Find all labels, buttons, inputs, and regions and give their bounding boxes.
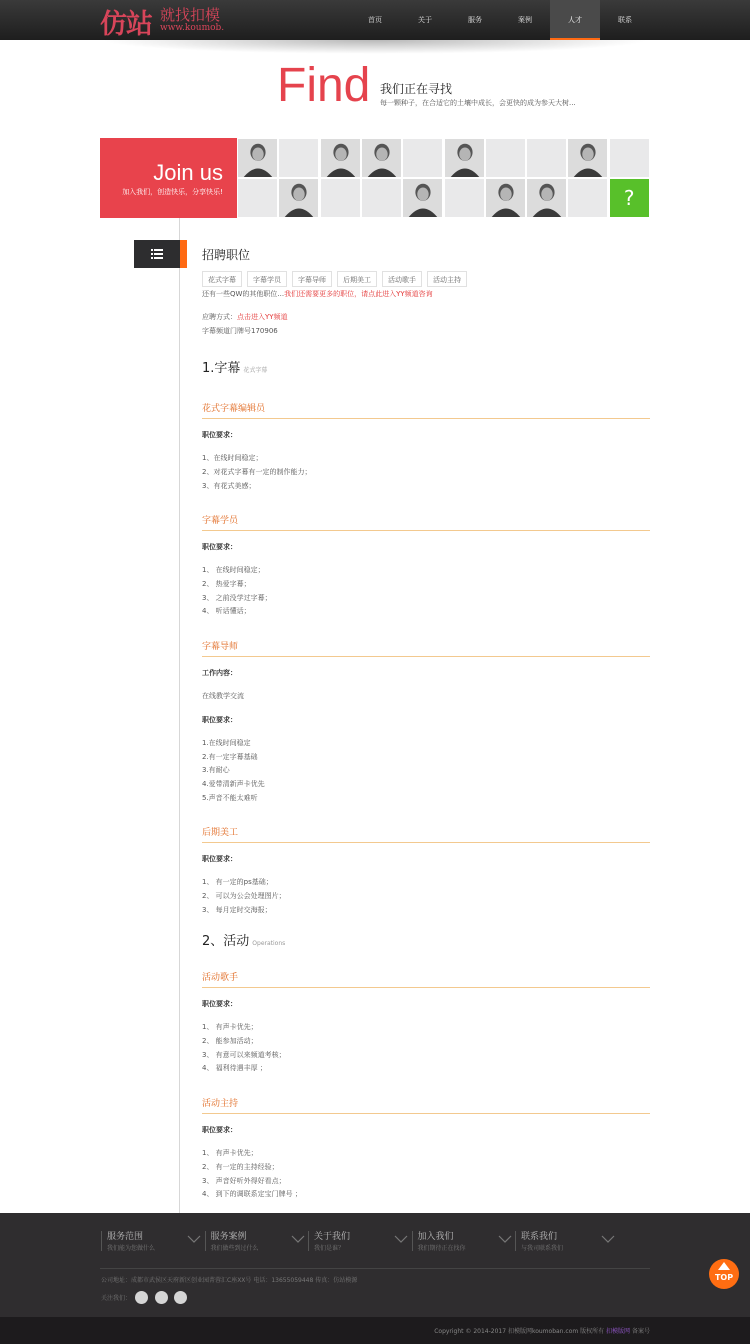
requirement-line: 3、 有意可以来频道考核； — [202, 1050, 286, 1059]
requirement-line: 1.在线时间稳定 — [202, 738, 251, 747]
section-title: 招聘职位 — [202, 248, 251, 262]
requirement-label: 职位要求： — [202, 1126, 237, 1134]
footer-column-subtitle: 我们能为您做什么 — [107, 1245, 156, 1252]
main-nav — [350, 0, 650, 40]
footer-address: 公司地址：成都市武侯区天府新区创业园菁蓉汇C座XX号 电话：13655059448 传真：仿站模源 — [101, 1277, 358, 1284]
requirement-line: 3、有花式美感； — [202, 481, 256, 490]
find-heading: Find — [277, 59, 371, 112]
chevron-down-icon — [291, 1235, 305, 1243]
position-tags — [202, 271, 467, 287]
chevron-down-icon — [394, 1235, 408, 1243]
empty-tile — [402, 138, 443, 178]
nav-item-services[interactable]: 服务 — [468, 16, 482, 24]
join-us-subtitle: 加入我们，创造快乐，分享快乐! — [122, 188, 223, 196]
category-heading-sub: 花式字幕 — [243, 367, 268, 374]
copyright-prefix: Copyright © 2014-2017 扣模版网koumoban.com 版权所有 — [434, 1328, 605, 1335]
footer-column-title: 加入我们 — [417, 1232, 454, 1242]
logo-small-text: 就找扣模 — [160, 6, 221, 24]
requirement-line: 3.有耐心 — [202, 766, 230, 775]
note-link[interactable]: 我们还需要更多的职位，请点此进入YY频道咨询 — [284, 290, 433, 298]
requirement-label: 职位要求： — [202, 1000, 237, 1008]
top-navigation-bar — [0, 0, 750, 40]
accent-bar — [180, 240, 187, 268]
join-us-panel — [100, 138, 237, 218]
tag-event-singer[interactable]: 活动歌手 — [382, 271, 422, 287]
requirement-line: 4、 福利待遇丰厚 ； — [202, 1064, 267, 1073]
footer-column[interactable] — [101, 1229, 201, 1255]
arrow-up-icon — [718, 1262, 730, 1270]
category-heading-sub: Operations — [252, 940, 286, 947]
category-heading-text: 1.字幕 — [202, 361, 241, 376]
footer-column-separator — [412, 1231, 413, 1251]
find-subtitle: 每一颗种子，在合适它的土壤中成长，会更快的成为参天大树... — [380, 99, 576, 107]
copyright-link[interactable]: 扣模版网 — [606, 1328, 631, 1335]
requirement-line: 2、 可以为公会处理图片； — [202, 891, 286, 900]
requirement-line: 5.声音不能太难听 — [202, 794, 258, 802]
footer-column-separator — [515, 1231, 516, 1251]
footer-column[interactable] — [515, 1229, 615, 1255]
apply-link[interactable]: 点击进入YY频道 — [237, 313, 288, 321]
nav-item-home[interactable]: 首页 — [368, 16, 382, 24]
requirement-line: 1、 有声卡优先； — [202, 1149, 258, 1157]
tag-event-host[interactable]: 活动主持 — [427, 271, 467, 287]
empty-tile — [526, 138, 567, 178]
requirement-line: 2、 热爱字幕； — [202, 579, 251, 588]
weibo-icon[interactable] — [135, 1291, 148, 1304]
empty-tile — [444, 178, 485, 218]
copyright-text — [434, 1326, 650, 1335]
requirement-label: 职位要求： — [202, 543, 237, 551]
footer-divider — [100, 1268, 650, 1269]
apply-label: 应聘方式： — [202, 313, 237, 321]
nav-item-talent[interactable]: 人才 — [550, 0, 600, 40]
copyright-suffix: 备案号 — [631, 1328, 650, 1335]
footer-column-title: 服务范围 — [107, 1232, 144, 1242]
empty-tile — [485, 138, 526, 178]
chevron-down-icon — [601, 1235, 615, 1243]
team-member-photo — [237, 138, 278, 178]
team-member-photo — [567, 138, 608, 178]
requirement-line: 3、 每月定时交海报； — [202, 905, 272, 914]
team-member-photo — [444, 138, 485, 178]
chevron-down-icon — [187, 1235, 201, 1243]
footer-column-separator — [205, 1231, 206, 1251]
nav-item-cases[interactable]: 案例 — [518, 16, 532, 24]
empty-tile — [361, 178, 402, 218]
empty-tile — [609, 138, 650, 178]
channel-number: 字幕频道门牌号170906 — [202, 327, 278, 335]
requirement-line: 3、 之前没学过字幕； — [202, 593, 272, 602]
job-title: 字幕导师 — [202, 639, 650, 657]
chevron-down-icon — [498, 1235, 512, 1243]
logo-big-text: 仿站 — [100, 9, 152, 40]
category-heading — [202, 357, 267, 376]
requirement-label: 职位要求： — [202, 431, 237, 439]
footer-column-subtitle: 我们是谁？ — [314, 1245, 345, 1252]
join-us-title: Join us — [153, 160, 223, 185]
tag-subtitle-trainee[interactable]: 字幕学员 — [247, 271, 287, 287]
job-title: 活动歌手 — [202, 970, 650, 988]
qq-icon[interactable] — [174, 1291, 187, 1304]
footer-column-separator — [101, 1231, 102, 1251]
team-member-photo — [278, 178, 319, 218]
footer-column-title: 服务案例 — [210, 1232, 247, 1242]
footer-column-separator — [308, 1231, 309, 1251]
requirement-label: 职位要求： — [202, 715, 237, 724]
nav-item-contact[interactable]: 联系 — [618, 16, 632, 24]
footer-column-title: 联系我们 — [521, 1232, 558, 1242]
requirement-line: 4.爱带清新声卡优先 — [202, 780, 265, 789]
requirement-label: 工作内容： — [202, 669, 237, 677]
requirement-line: 在线教学交流 — [202, 692, 244, 700]
team-member-photo — [402, 178, 443, 218]
empty-tile — [237, 178, 278, 218]
requirement-label: 职位要求： — [202, 855, 237, 863]
team-photo-grid — [237, 138, 650, 218]
requirement-line: 4、 到下的调联系定宝门牌号 ； — [202, 1190, 302, 1199]
requirement-line: 4、 听话懂话； — [202, 607, 251, 616]
logo-url-text: www.koumob. — [160, 23, 225, 33]
requirement-line: 1、在线时间稳定； — [202, 454, 263, 462]
footer — [0, 1213, 750, 1317]
empty-tile — [320, 178, 361, 218]
job-title: 后期美工 — [202, 825, 650, 843]
requirement-line: 2、对花式字幕有一定的制作能力； — [202, 467, 312, 476]
tag-post-designer[interactable]: 后期美工 — [337, 271, 377, 287]
footer-column[interactable] — [308, 1229, 408, 1255]
footer-follow-label: 关注我们： — [101, 1295, 132, 1302]
job-title: 活动主持 — [202, 1096, 650, 1114]
footer-column-subtitle: 我们做些到过什么 — [210, 1245, 259, 1252]
copyright-bar — [0, 1317, 750, 1344]
empty-tile — [567, 178, 608, 218]
requirement-line: 3、 声音好听外得好看点； — [202, 1176, 286, 1185]
requirement-line: 2.有一定字幕基础 — [202, 752, 258, 761]
find-title: 我们正在寻找 — [380, 82, 453, 96]
job-title: 花式字幕编辑员 — [202, 401, 650, 419]
category-heading-text: 2、活动 — [202, 934, 250, 949]
tag-fancy-subtitle[interactable]: 花式字幕 — [202, 271, 242, 287]
requirement-line: 2、 有一定的主持经验； — [202, 1162, 279, 1171]
team-member-photo — [485, 178, 526, 218]
content-timeline-line — [179, 218, 180, 1213]
list-icon — [151, 248, 163, 260]
footer-column[interactable] — [412, 1229, 512, 1255]
requirement-line: 1、 有一定的ps基础； — [202, 878, 273, 886]
footer-column-subtitle: 我们期待正在找你 — [417, 1245, 466, 1252]
team-member-photo — [361, 138, 402, 178]
requirement-line: 1、 有声卡优先； — [202, 1023, 258, 1031]
nav-item-about[interactable]: 关于 — [418, 16, 432, 24]
empty-tile — [278, 138, 319, 178]
extra-positions-note — [202, 289, 433, 299]
header-shadow — [100, 40, 650, 54]
note-prefix: 还有一些QW的其他职位... — [202, 290, 285, 298]
category-heading — [202, 930, 285, 949]
question-tile: ? — [609, 178, 650, 218]
footer-column-subtitle: 与我司联系我们 — [521, 1245, 564, 1252]
tag-subtitle-mentor[interactable]: 字幕导师 — [292, 271, 332, 287]
back-to-top-label: TOP — [714, 1273, 734, 1282]
wechat-icon[interactable] — [155, 1291, 168, 1304]
footer-column-title: 关于我们 — [314, 1232, 351, 1242]
requirement-line: 2、 能参加活动； — [202, 1036, 258, 1045]
job-title: 字幕学员 — [202, 513, 650, 531]
footer-column[interactable] — [205, 1229, 305, 1255]
team-member-photo — [526, 178, 567, 218]
requirement-line: 1、 在线时间稳定； — [202, 566, 265, 574]
category-list-button[interactable] — [134, 240, 180, 268]
team-member-photo — [320, 138, 361, 178]
back-to-top-button[interactable] — [709, 1259, 739, 1289]
apply-method — [202, 312, 288, 322]
